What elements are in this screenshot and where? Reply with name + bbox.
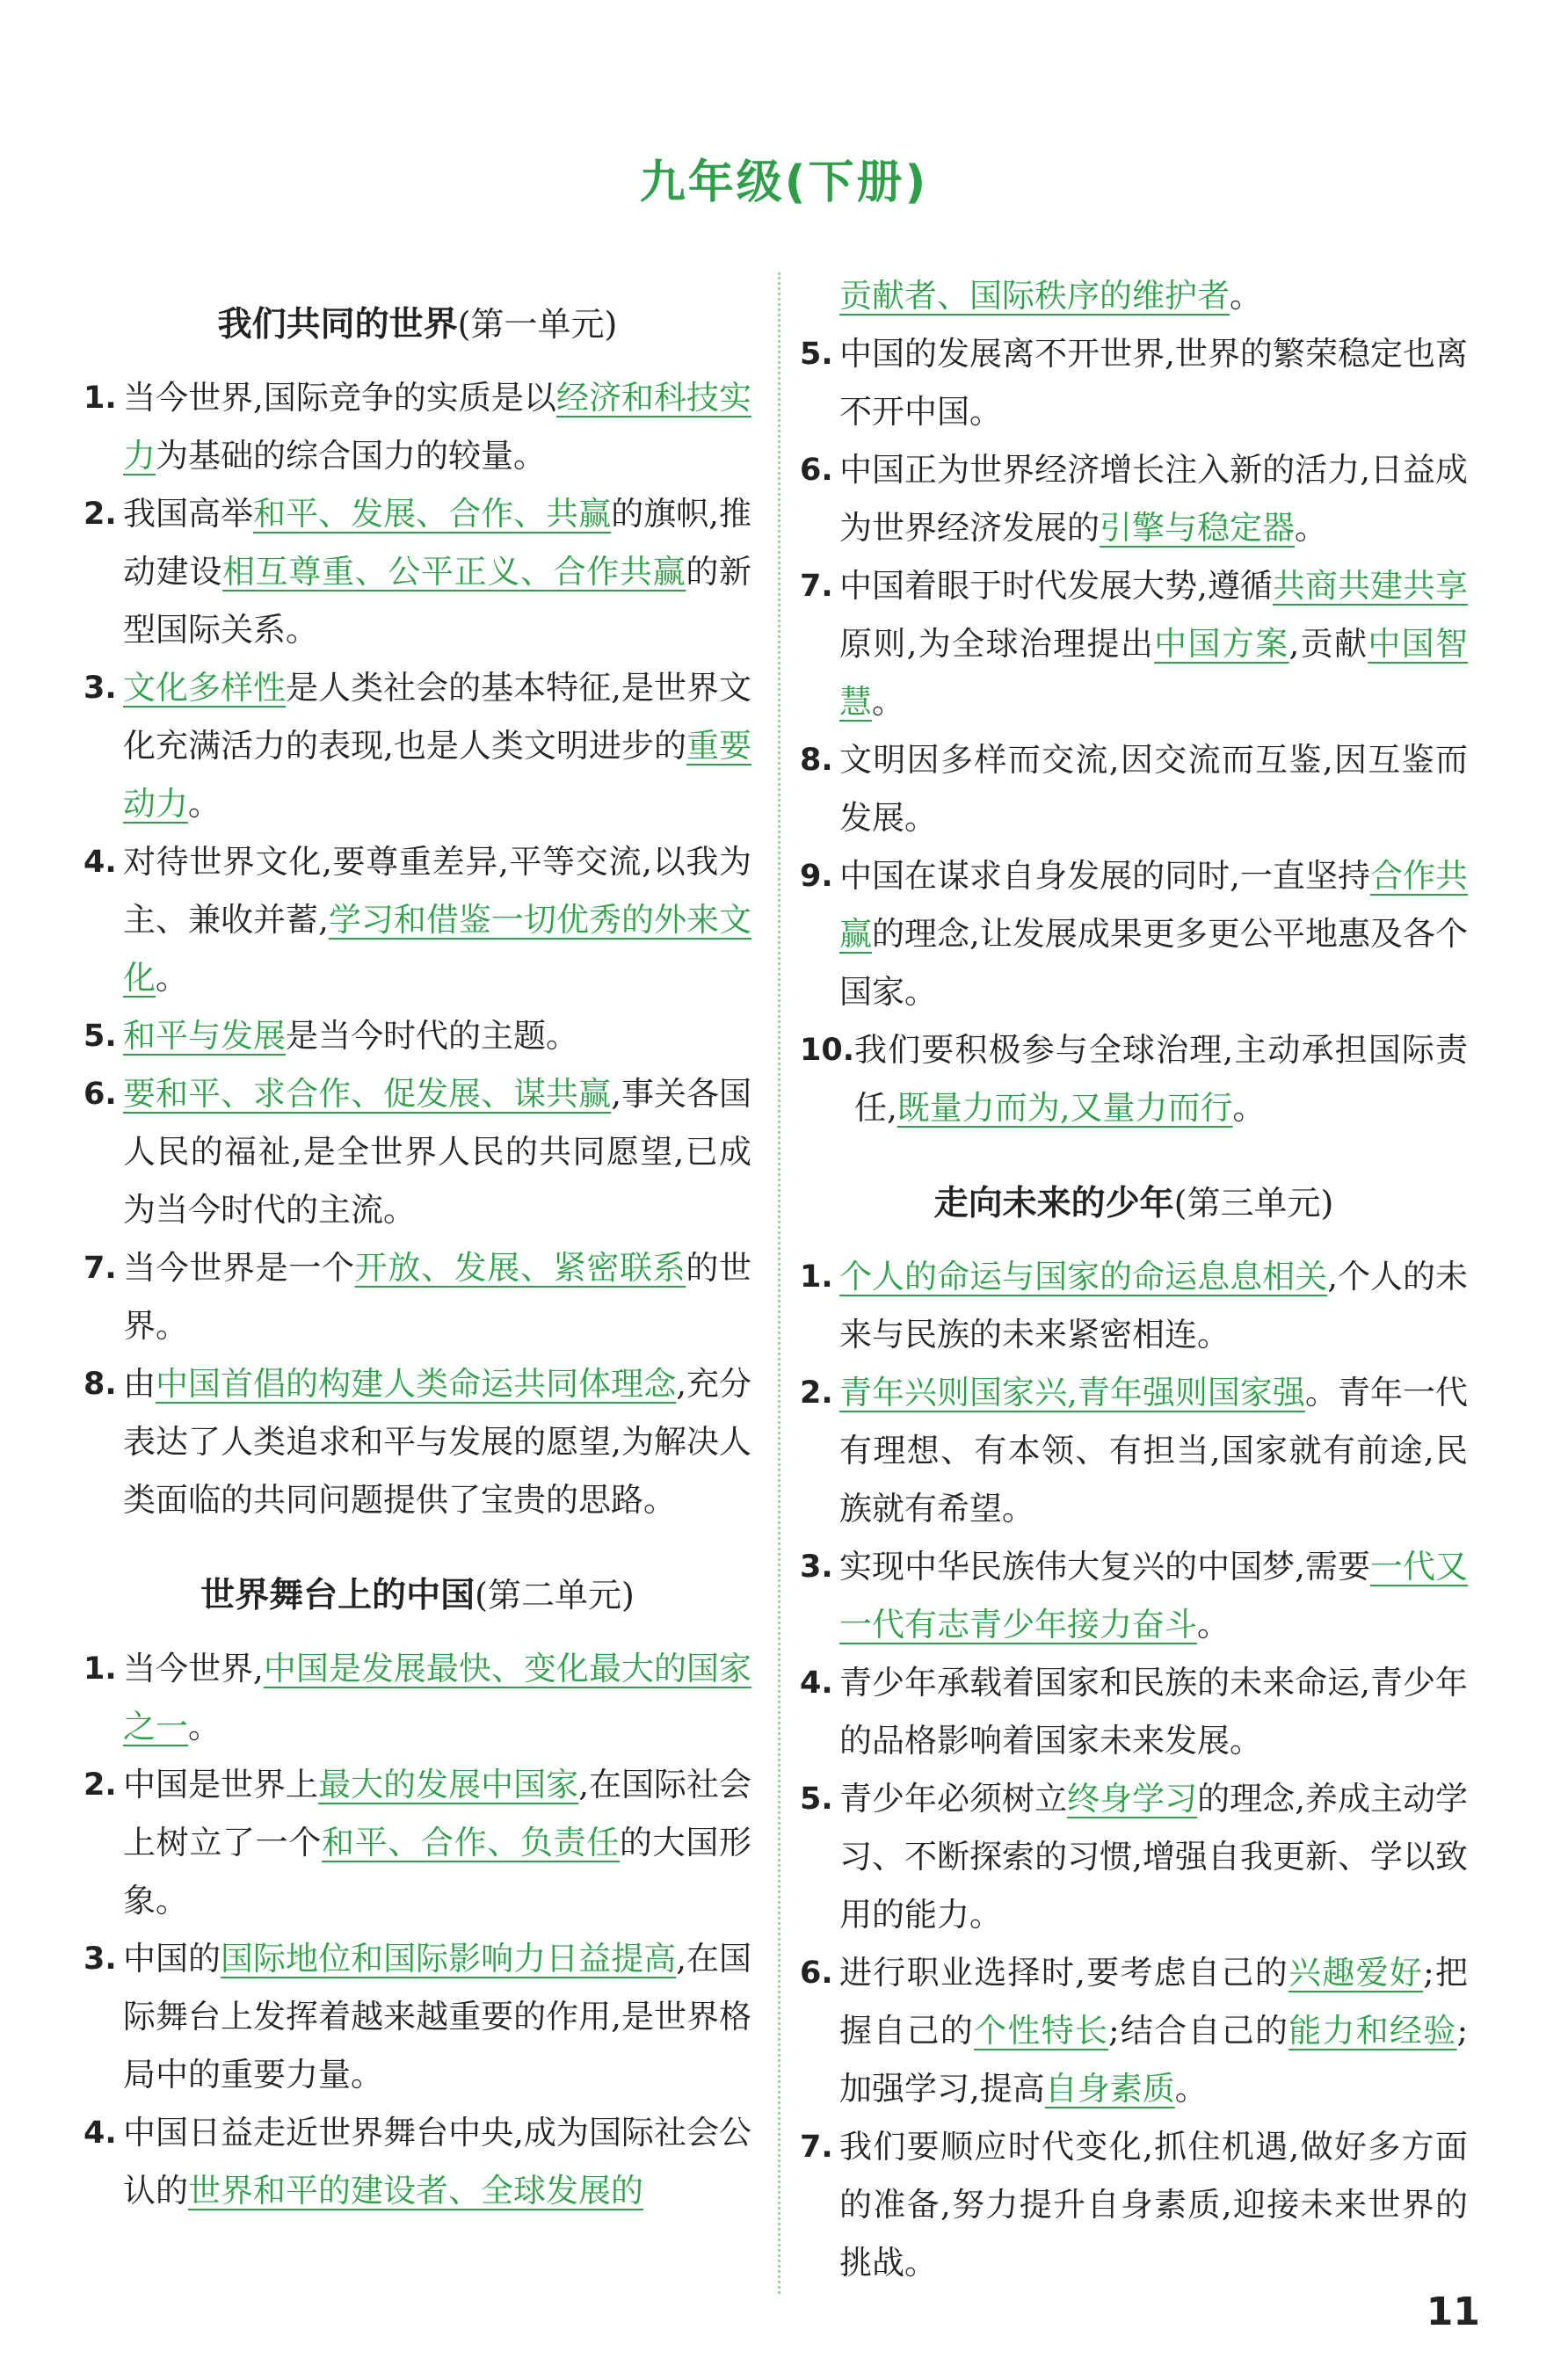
- list-item: [800, 1770, 1468, 1944]
- body-text: 的新型国际关系。: [123, 553, 752, 649]
- unit1-unit-label: (第一单元): [457, 305, 618, 344]
- item-number: 2.: [83, 497, 117, 532]
- body-text: 青少年必须树立: [839, 1780, 1068, 1818]
- list-item: [83, 659, 751, 833]
- body-text: 。: [1197, 1606, 1230, 1644]
- item-number: 4.: [83, 845, 117, 880]
- body-text: 。: [1230, 277, 1262, 315]
- body-text: 文明因多样而交流,因交流而互鉴,因互鉴而发展。: [839, 741, 1468, 837]
- list-item: [800, 1654, 1468, 1770]
- body-text: 由: [123, 1365, 156, 1403]
- answer-text: 中国方案: [1154, 625, 1289, 663]
- list-item: [83, 369, 751, 485]
- item-number: 3.: [83, 671, 117, 706]
- answer-text: 兴趣爱好: [1289, 1954, 1424, 1992]
- body-text: ;结合自己的: [1108, 2012, 1289, 2050]
- body-text: ;加强学习,提高: [839, 2012, 1469, 2108]
- list-item: [800, 441, 1468, 557]
- answer-text: 相互尊重、公平正义、合作共赢: [222, 553, 686, 591]
- unit3-title: 走向未来的少年: [933, 1184, 1174, 1223]
- body-text: 。青年一代有理想、有本领、有担当,国家就有前途,民族就有希望。: [839, 1374, 1469, 1528]
- list-item: [800, 1364, 1468, 1538]
- answer-text: 学习和借鉴一切优秀的外来文化: [123, 901, 752, 997]
- body-text: 的旗帜,推动建设: [123, 495, 752, 591]
- answer-text: 合作共赢: [839, 857, 1469, 953]
- answer-text: 中国是发展最快、变化最大的国家之一: [123, 1650, 751, 1745]
- unit2-unit-label: (第二单元): [475, 1576, 635, 1615]
- unit1-list: [83, 369, 751, 1529]
- left-column: [83, 264, 751, 2220]
- body-text: 原则,为全球治理提出: [839, 625, 1155, 663]
- body-text: 是人类社会的基本特征,是世界文化充满活力的表现,也是人类文明进步的: [123, 669, 751, 765]
- item-number: 5.: [83, 1019, 117, 1054]
- answer-text: 自身素质: [1044, 2070, 1175, 2108]
- item-number: 8.: [800, 743, 833, 778]
- body-text: ;把握自己的: [839, 1954, 1469, 2050]
- body-text: 的世界。: [123, 1249, 752, 1345]
- body-text: 为基础的综合国力的较量。: [156, 437, 546, 475]
- list-item: [800, 847, 1468, 1021]
- list-item: [83, 833, 751, 1007]
- item-number: 6.: [83, 1077, 117, 1112]
- body-text: 青少年承载着国家和民族的未来命运,青少年的品格影响着国家未来发展。: [839, 1664, 1468, 1760]
- body-text: ,贡献: [1289, 625, 1368, 663]
- list-item: [800, 1538, 1468, 1654]
- body-text: 中国着眼于时代发展大势,遵循: [839, 567, 1273, 605]
- item-number: 4.: [800, 1665, 833, 1701]
- answer-text: 经济和科技实力: [123, 379, 751, 475]
- list-item: [800, 1021, 1468, 1137]
- list-item: [800, 2118, 1468, 2292]
- body-text: 。: [1174, 2070, 1208, 2108]
- body-text: 的理念,让发展成果更多更公平地惠及各个国家。: [839, 915, 1468, 1011]
- answer-text: 一代又一代有志青少年接力奋斗: [839, 1548, 1469, 1644]
- list-item: [83, 1007, 751, 1065]
- answer-text: 最大的发展中国家: [318, 1766, 579, 1803]
- answer-text: 世界和平的建设者、全球发展的: [188, 2172, 643, 2210]
- body-text: 。: [872, 683, 904, 721]
- unit2-list: [83, 1640, 751, 2220]
- list-item: [800, 1248, 1468, 1364]
- item-number: 4.: [83, 2115, 117, 2151]
- item-number: 6.: [800, 1956, 833, 1991]
- body-text: ,在国际社会上树立了一个: [123, 1766, 752, 1861]
- item-number: 10.: [800, 1033, 855, 1068]
- list-item: [83, 2104, 751, 2220]
- answer-text: 国际地位和国际影响力日益提高: [221, 1940, 677, 1978]
- body-text: 我们要积极参与全球治理,主动承担国际责任,: [854, 1031, 1468, 1127]
- list-item: [83, 1355, 751, 1529]
- list-item: [83, 1756, 751, 1930]
- list-item: [83, 1065, 751, 1239]
- body-text: 中国的: [123, 1940, 221, 1978]
- answer-text: 中国智慧: [839, 625, 1469, 721]
- list-item: [800, 1944, 1468, 2118]
- unit1-heading: [83, 297, 751, 346]
- answer-text: 要和平、求合作、促发展、谋共赢: [123, 1075, 612, 1113]
- answer-text: 个性特长: [974, 2012, 1109, 2050]
- item-number: 1.: [800, 1259, 833, 1295]
- item-number: 3.: [800, 1549, 833, 1585]
- list-item: [83, 1239, 751, 1355]
- body-text: ,事关各国人民的福祉,是全世界人民的共同愿望,已成为当今时代的主流。: [123, 1075, 751, 1229]
- item-number: 7.: [83, 1251, 117, 1286]
- answer-text: 共商共建共享: [1272, 567, 1468, 605]
- answer-text: 重要动力: [123, 727, 751, 823]
- body-text: 当今世界,: [123, 1650, 264, 1687]
- item-number: 5.: [800, 337, 833, 372]
- answer-text: 引擎与稳定器: [1100, 509, 1295, 547]
- answer-text: 既量力而为,又量力而行: [897, 1089, 1233, 1127]
- unit3-list: [800, 1248, 1468, 2292]
- body-text: 的大国形象。: [123, 1824, 751, 1919]
- body-text: 当今世界,国际竞争的实质是以: [123, 379, 556, 417]
- list-item: [800, 557, 1468, 731]
- list-item: [83, 485, 751, 659]
- item-number: 3.: [83, 1941, 117, 1977]
- answer-text: 和平、合作、负责任: [322, 1824, 620, 1861]
- item-number: 1.: [83, 381, 117, 416]
- answer-text: 开放、发展、紧密联系: [354, 1249, 686, 1287]
- item-number: 7.: [800, 569, 833, 604]
- unit2-title: 世界舞台上的中国: [200, 1576, 475, 1615]
- body-text: 中国在谋求自身发展的同时,一直坚持: [839, 857, 1370, 895]
- answer-text: 青年兴则国家兴,青年强则国家强: [839, 1374, 1305, 1411]
- body-text: 中国的发展离不开世界,世界的繁荣稳定也离不开中国。: [839, 335, 1468, 431]
- right-column: [800, 264, 1468, 2292]
- body-text: ,在国际舞台上发挥着越来越重要的作用,是世界格局中的重要力量。: [123, 1940, 752, 2094]
- body-text: 进行职业选择时,要考虑自己的: [839, 1954, 1289, 1992]
- answer-text: 中国首倡的构建人类命运共同体理念: [156, 1365, 677, 1403]
- body-text: 。: [188, 785, 221, 823]
- item-number: 2.: [800, 1375, 833, 1411]
- item-number: 8.: [83, 1367, 117, 1402]
- body-text: 中国日益走近世界舞台中央,成为国际社会公认的: [123, 2114, 751, 2210]
- body-text: 是当今时代的主题。: [286, 1017, 578, 1055]
- body-text: 我国高举: [123, 495, 254, 533]
- item-number: 1.: [83, 1651, 117, 1687]
- item-number: 6.: [800, 453, 833, 488]
- body-text: ,充分表达了人类追求和平与发展的愿望,为解决人类面临的共同问题提供了宝贵的思路。: [123, 1365, 752, 1519]
- body-text: 的理念,养成主动学习、不断探索的习惯,增强自我更新、学以致用的能力。: [839, 1780, 1469, 1934]
- body-text: 。: [1232, 1089, 1266, 1127]
- answer-text: 终身学习: [1067, 1780, 1198, 1818]
- item-number: 5.: [800, 1782, 833, 1817]
- list-item: [83, 1930, 751, 2104]
- answer-text: 个人的命运与国家的命运息息相关: [839, 1258, 1328, 1295]
- list-item: [83, 1640, 751, 1756]
- item-number: 9.: [800, 859, 833, 894]
- unit2-item4-continuation: [800, 267, 1468, 325]
- item-number: 2.: [83, 1767, 117, 1803]
- body-text: 对待世界文化,要尊重差异,平等交流,以我为主、兼收并蓄,: [123, 843, 751, 939]
- page-title: 九年级(下册): [639, 156, 929, 209]
- list-item: [800, 325, 1468, 441]
- item-number: 7.: [800, 2130, 833, 2165]
- body-text: 。: [188, 1708, 221, 1745]
- answer-text: 和平与发展: [123, 1017, 286, 1055]
- body-text: 实现中华民族伟大复兴的中国梦,需要: [839, 1548, 1370, 1586]
- answer-text: 能力和经验: [1289, 2012, 1457, 2050]
- body-text: 。: [1295, 509, 1327, 547]
- unit3-heading: [800, 1176, 1468, 1225]
- body-text: 中国是世界上: [123, 1766, 319, 1803]
- body-text: 我们要顺应时代变化,抓住机遇,做好多方面的准备,努力提升自身素质,迎接未来世界的挑战。: [839, 2128, 1468, 2282]
- page-number: 11: [1426, 2290, 1480, 2334]
- answer-text: 和平、发展、合作、共赢: [253, 495, 612, 533]
- unit2-heading: [83, 1568, 751, 1617]
- unit2-list-continued: [800, 325, 1468, 1137]
- unit1-title: 我们共同的世界: [217, 305, 458, 345]
- answer-text: 贡献者、国际秩序的维护者: [839, 277, 1230, 315]
- body-text: ,个人的未来与民族的未来紧密相连。: [839, 1258, 1468, 1353]
- column-divider: [778, 272, 780, 2294]
- answer-text: 文化多样性: [123, 669, 287, 707]
- body-text: 当今世界是一个: [123, 1249, 355, 1287]
- unit3-unit-label: (第三单元): [1173, 1184, 1334, 1223]
- body-text: 。: [156, 959, 188, 997]
- list-item: [800, 731, 1468, 847]
- body-text: 中国正为世界经济增长注入新的活力,日益成为世界经济发展的: [839, 451, 1468, 547]
